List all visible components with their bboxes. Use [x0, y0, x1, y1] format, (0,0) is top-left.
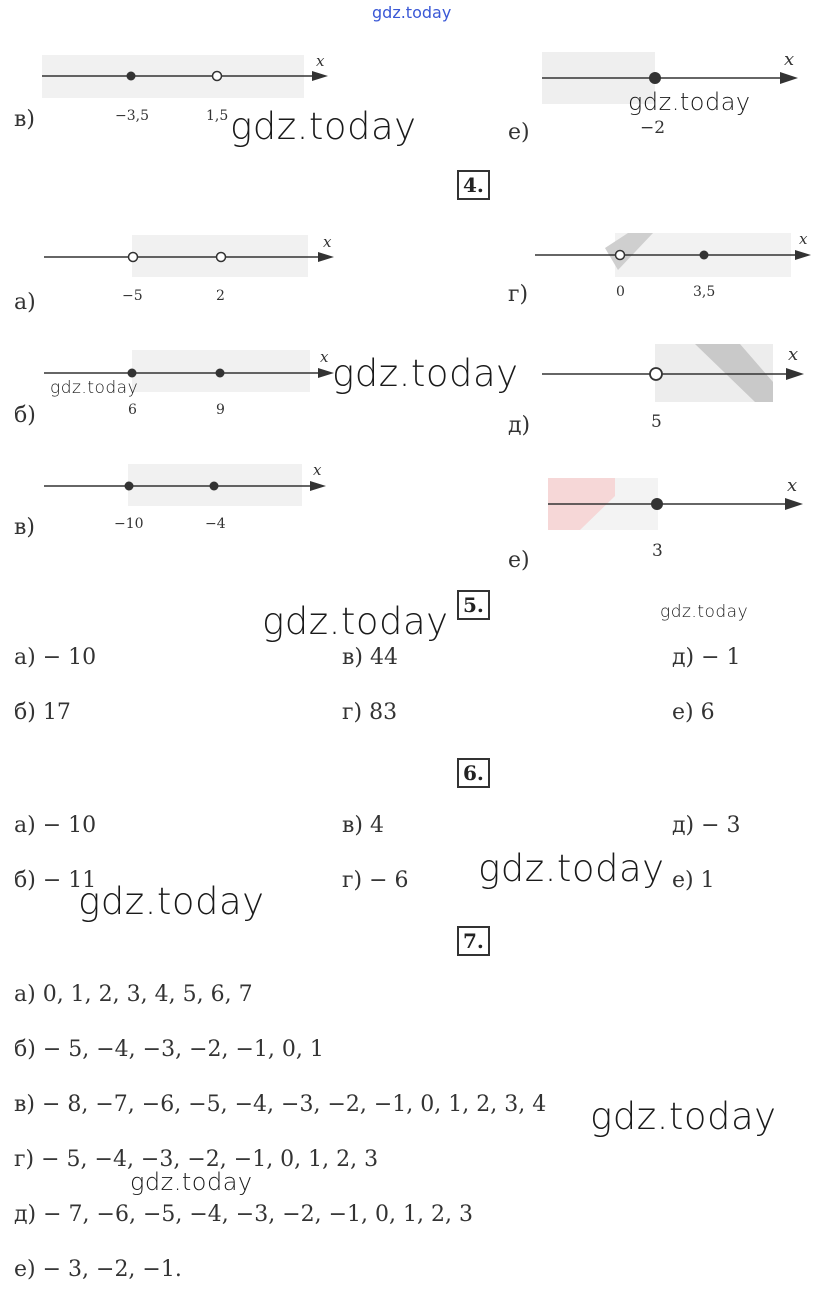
- number-line-4d: [540, 342, 820, 434]
- watermark: gdz.today: [332, 352, 519, 395]
- point-filled: [128, 369, 137, 378]
- axis-label: x: [784, 49, 795, 70]
- point-open: [616, 251, 625, 260]
- answer-5a: а) − 10: [14, 645, 97, 670]
- answer-5e: е) 6: [672, 700, 715, 725]
- answer-5g: г) 83: [342, 700, 398, 725]
- watermark: gdz.today: [78, 880, 265, 923]
- tick-label: 9: [216, 402, 225, 418]
- tick-label: 6: [128, 402, 137, 418]
- top-site-link[interactable]: gdz.today: [372, 3, 452, 22]
- tick-label: −3,5: [115, 108, 149, 124]
- point-open: [650, 368, 662, 380]
- axis-label: x: [788, 344, 799, 365]
- section-title-5: 5.: [457, 590, 490, 620]
- watermark: gdz.today: [660, 602, 749, 622]
- answer-7e: е) − 3, −2, −1.: [14, 1257, 182, 1282]
- item-letter: г): [508, 282, 529, 307]
- answer-7d: д) − 7, −6, −5, −4, −3, −2, −1, 0, 1, 2, 3: [14, 1202, 473, 1227]
- tick-label: 3: [652, 541, 663, 561]
- number-line-4v: [42, 462, 342, 534]
- tick-label: 3,5: [693, 284, 716, 300]
- axis-label: x: [313, 461, 322, 479]
- item-letter: е): [508, 120, 530, 145]
- item-letter: е): [508, 548, 530, 573]
- watermark: gdz.today: [628, 88, 751, 116]
- answer-6a: а) − 10: [14, 813, 97, 838]
- tick-label: 2: [216, 288, 225, 304]
- number-line-4a: [42, 233, 342, 303]
- tick-label: −10: [114, 516, 144, 532]
- answer-6v: в) 4: [342, 813, 384, 838]
- section-title-7: 7.: [457, 926, 490, 956]
- point-filled: [651, 498, 663, 510]
- axis-label: x: [787, 475, 798, 496]
- item-letter: б): [14, 403, 36, 428]
- item-letter: в): [14, 515, 35, 540]
- answer-5d: д) − 1: [672, 645, 741, 670]
- tick-label: −4: [205, 516, 226, 532]
- watermark: gdz.today: [130, 1168, 253, 1196]
- axis-label: x: [323, 233, 332, 251]
- answer-7g: г) − 5, −4, −3, −2, −1, 0, 1, 2, 3: [14, 1147, 379, 1172]
- axis-label: x: [316, 52, 325, 70]
- tick-label: 1,5: [206, 108, 229, 124]
- answer-6g: г) − 6: [342, 868, 409, 893]
- number-line-4e: [545, 476, 820, 564]
- item-letter: а): [14, 290, 36, 315]
- answer-5v: в) 44: [342, 645, 398, 670]
- tick-label: 0: [616, 284, 625, 300]
- point-open: [129, 253, 138, 262]
- axis-label: x: [799, 230, 808, 248]
- answer-7b: б) − 5, −4, −3, −2, −1, 0, 1: [14, 1037, 324, 1062]
- watermark: gdz.today: [230, 105, 417, 148]
- number-line-4g: [533, 230, 818, 302]
- answer-6d: д) − 3: [672, 813, 741, 838]
- section-title-6: 6.: [457, 758, 490, 788]
- item-letter: д): [508, 413, 531, 438]
- watermark: gdz.today: [50, 378, 139, 398]
- point-filled: [216, 369, 225, 378]
- answer-6b: б) − 11: [14, 868, 97, 893]
- item-letter: в): [14, 107, 35, 132]
- watermark: gdz.today: [590, 1095, 777, 1138]
- watermark: gdz.today: [478, 847, 665, 890]
- answer-7v: в) − 8, −7, −6, −5, −4, −3, −2, −1, 0, 1, 2, 3, 4: [14, 1092, 547, 1117]
- watermark: gdz.today: [262, 600, 449, 643]
- point-filled: [649, 72, 661, 84]
- tick-label: 5: [651, 412, 662, 432]
- tick-label: −2: [640, 118, 666, 138]
- point-open: [213, 72, 222, 81]
- tick-label: −5: [122, 288, 143, 304]
- point-filled: [210, 482, 219, 491]
- point-filled: [700, 251, 709, 260]
- point-filled: [125, 482, 134, 491]
- point-open: [217, 253, 226, 262]
- answer-6e: е) 1: [672, 868, 715, 893]
- axis-label: x: [320, 348, 329, 366]
- answer-5b: б) 17: [14, 700, 71, 725]
- answer-7a: а) 0, 1, 2, 3, 4, 5, 6, 7: [14, 982, 253, 1007]
- point-filled: [127, 72, 136, 81]
- section-title-4: 4.: [457, 170, 490, 200]
